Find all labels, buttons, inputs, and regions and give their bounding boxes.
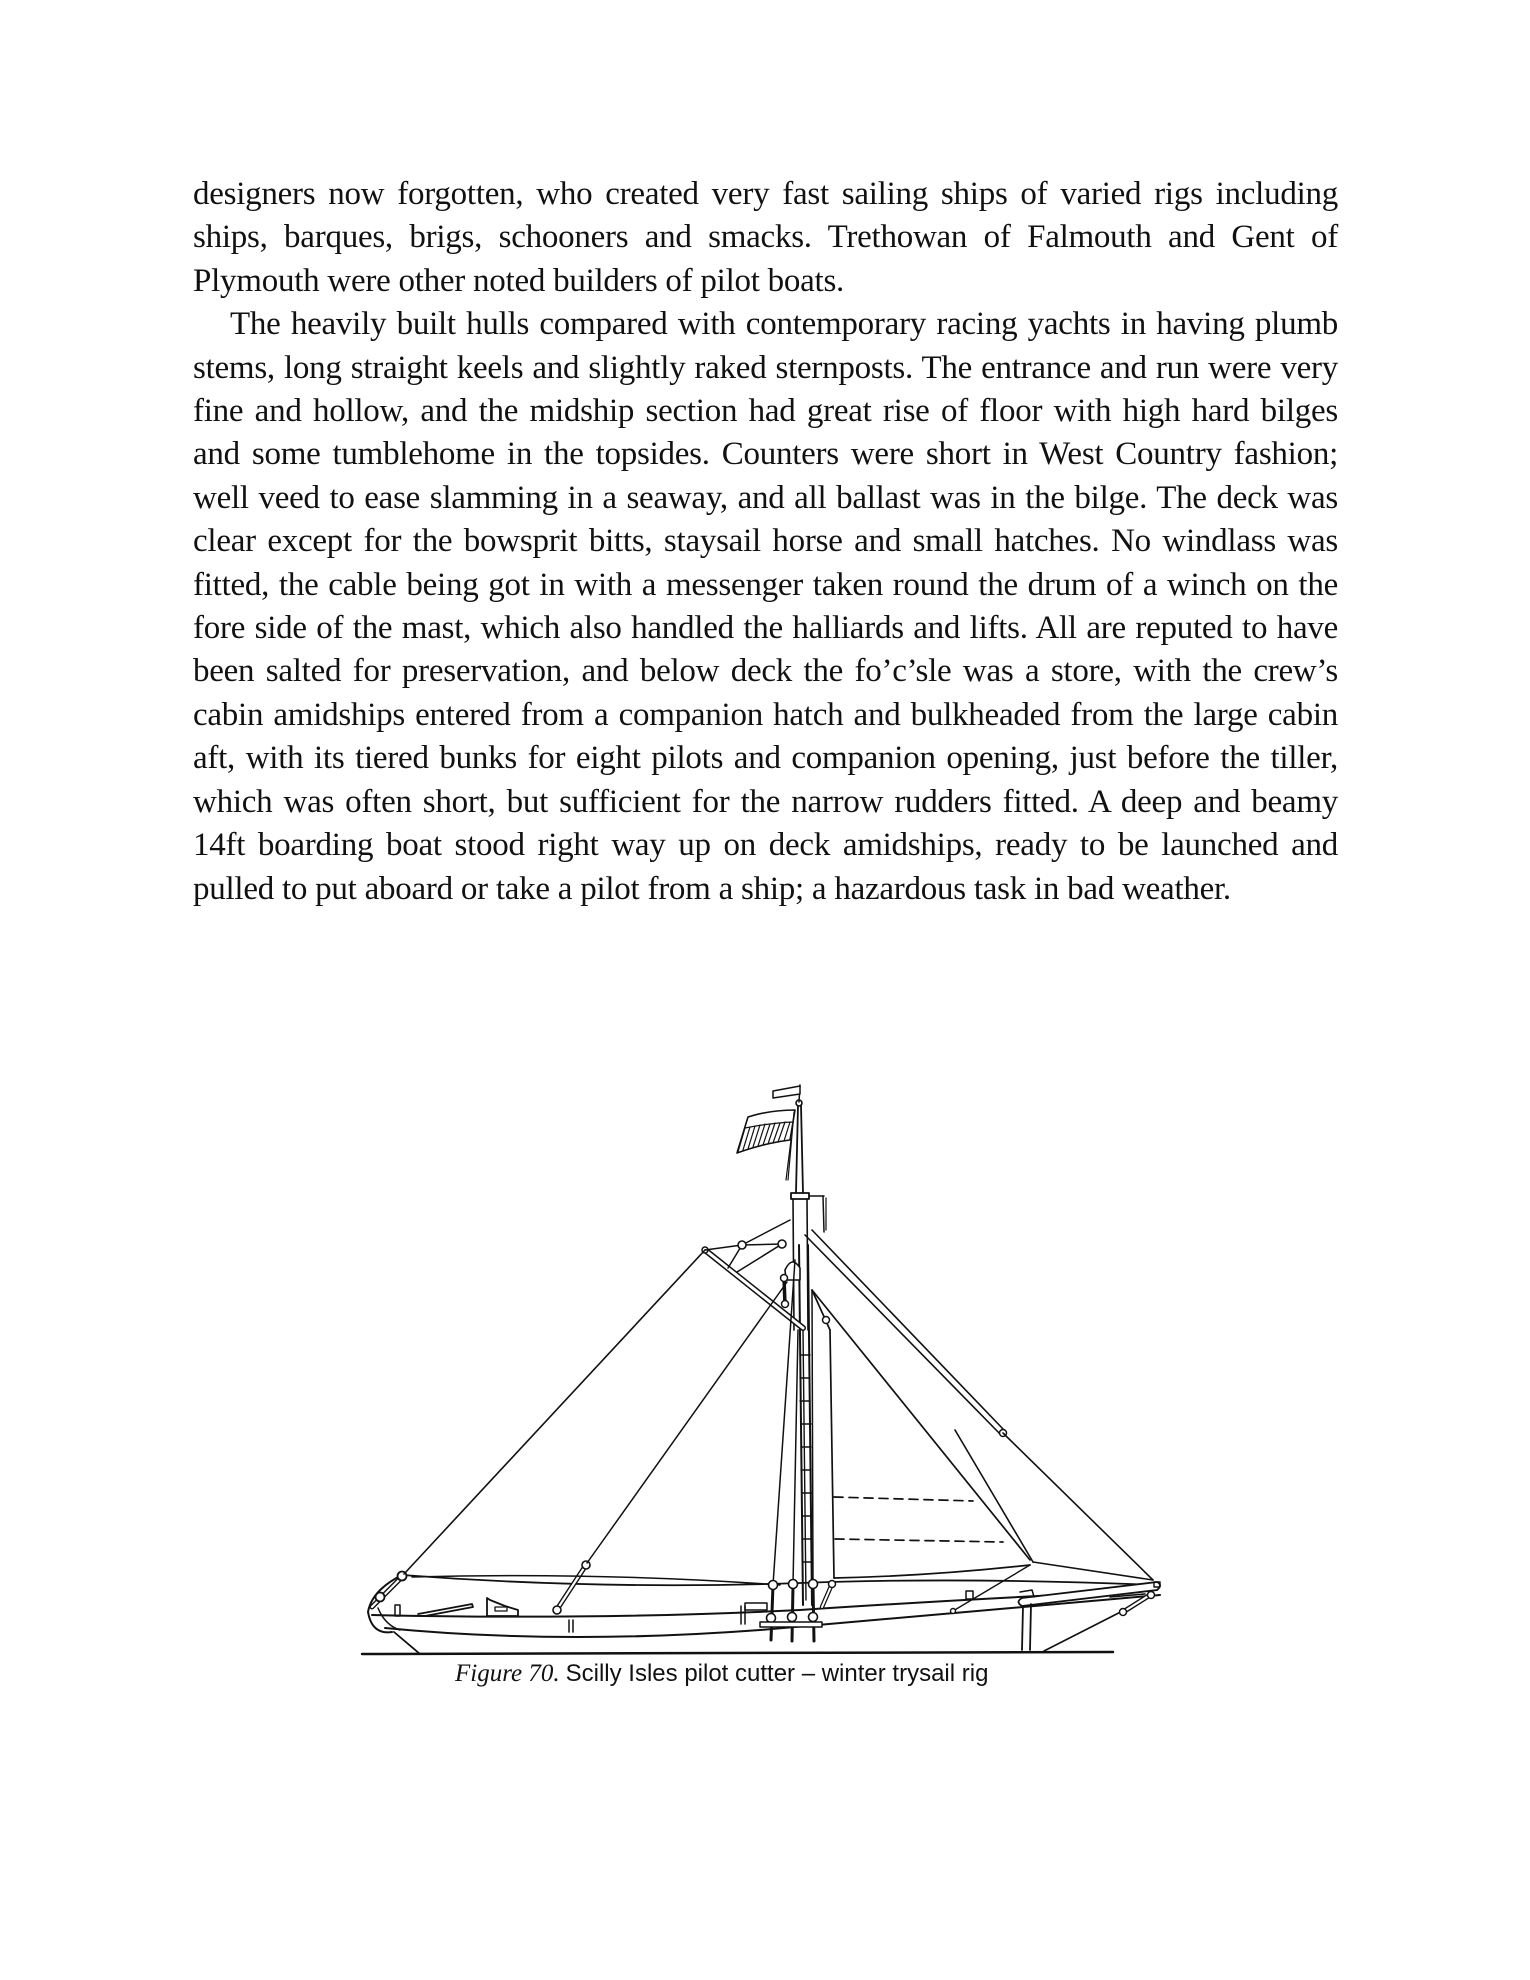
paragraph-2: The heavily built hulls compared with contemporary racing yachts in having plumb stems, long straight keels and slightly raked sternposts. The entrance and run were very fine and hollow, and the midship section had great rise of floor with high hard bilges and some tumblehome in the topsides. Counters were short in West Country fashion; well veed to ease slamming in a seaway, and all ballast was in the bilge. The deck was clear except for the bowsprit bitts, staysail horse and small hatches. No windlass was fitted, the cable being got in with a messenger taken round the drum of a winch on the fore side of the mast, which also handled the halliards and lifts. All are reputed to have been salted for preservation, and below deck the fo’c’sle was a store, with the crew’s cabin amidships entered from a companion hatch and bulkheaded from the large cabin aft, with its tiered bunks for eight pilots and companion opening, just before the tiller, which was often short, but sufficient for the narrow rudders fitted. A deep and beamy 14ft boarding boat stood right way up on deck amidships, ready to be launched and pulled to put aboard or take a pilot from a ship; a hazardous task in bad weather. (193, 306, 1338, 907)
paragraph-1: designers now forgotten, who created very fast sailing ships of varied rigs including ships, barques, brigs, schooners and smacks. Trethowan of Falmouth and Gent of Plymouth were other noted builders of pilot boats. (193, 176, 1338, 299)
figure-label: Figure 70. (455, 1660, 560, 1687)
figure-caption-text: Scilly Isles pilot cutter – winter trysail rig (565, 1660, 989, 1687)
figure-caption (455, 1660, 1155, 1688)
